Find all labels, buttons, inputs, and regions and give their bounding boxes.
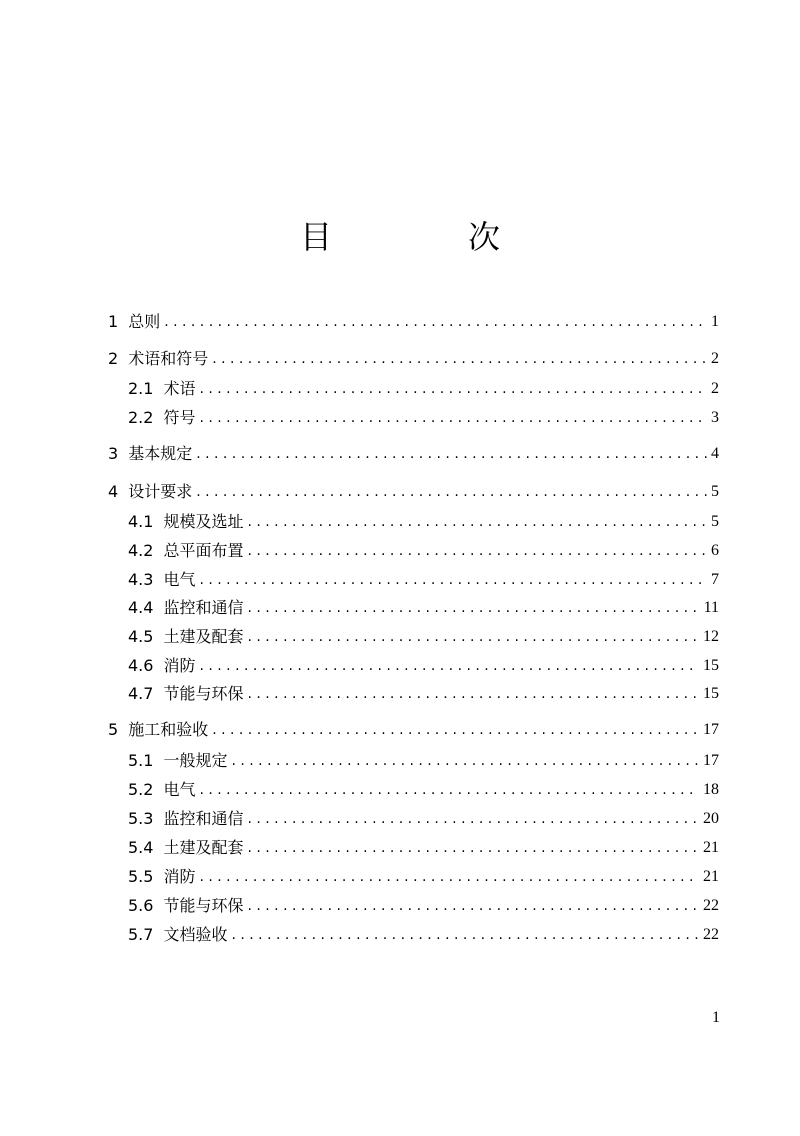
toc-entry-number: 4.1 xyxy=(128,512,154,531)
toc-entry-label: 规模及选址 xyxy=(163,512,244,531)
toc-entry-label: 符号 xyxy=(163,408,196,427)
dot-leader xyxy=(247,597,699,619)
toc-entry-page: 22 xyxy=(703,897,719,914)
toc-entry-label: 一般规定 xyxy=(163,751,228,770)
dot-leader xyxy=(164,311,707,333)
toc-entry-number: 4.6 xyxy=(128,656,154,675)
toc-entry-label: 监控和通信 xyxy=(163,598,244,617)
dot-leader xyxy=(247,511,707,533)
dot-leader xyxy=(231,924,699,946)
toc-entry-label: 监控和通信 xyxy=(163,809,244,828)
toc-entry-number: 5.1 xyxy=(128,751,154,770)
toc-entry-page: 21 xyxy=(703,868,719,885)
toc-entry-number: 2.2 xyxy=(128,408,154,427)
toc-entry-number: 4.4 xyxy=(128,598,154,617)
toc-entry[interactable] xyxy=(128,808,719,830)
toc-entry[interactable] xyxy=(128,511,719,533)
toc-entry-page: 7 xyxy=(711,571,719,588)
toc-entry-page: 20 xyxy=(703,810,719,827)
dot-leader xyxy=(212,348,707,370)
dot-leader xyxy=(199,779,699,801)
toc-entry-label: 基本规定 xyxy=(128,444,193,463)
toc-entry[interactable] xyxy=(128,750,719,772)
toc-entry[interactable] xyxy=(128,895,719,917)
toc-entry-page: 1 xyxy=(711,313,719,330)
toc-entry[interactable] xyxy=(108,481,719,503)
toc-entry-page: 17 xyxy=(703,752,719,769)
toc-entry-page: 11 xyxy=(703,599,719,616)
toc-entry-page: 12 xyxy=(703,628,719,645)
toc-entry-label: 消防 xyxy=(163,867,196,886)
toc-entry[interactable] xyxy=(128,837,719,859)
toc-entry[interactable] xyxy=(128,866,719,888)
toc-entry[interactable] xyxy=(128,779,719,801)
dot-leader xyxy=(199,378,707,400)
toc-entry-number: 5 xyxy=(108,720,119,739)
toc-entry-page: 15 xyxy=(703,685,719,702)
dot-leader xyxy=(247,895,699,917)
dot-leader xyxy=(212,719,699,741)
page-title: 目 次 xyxy=(299,218,552,256)
toc-entry[interactable] xyxy=(108,311,719,333)
dot-leader xyxy=(199,569,707,591)
toc-entry-label: 节能与环保 xyxy=(163,684,244,703)
toc-entry-label: 设计要求 xyxy=(128,482,193,501)
toc-entry[interactable] xyxy=(108,348,719,370)
toc-entry-page: 3 xyxy=(711,409,719,426)
toc-entry-page: 22 xyxy=(703,926,719,943)
toc-entry-page: 15 xyxy=(703,657,719,674)
toc-entry[interactable] xyxy=(128,597,719,619)
toc-entry-number: 5.4 xyxy=(128,838,154,857)
toc-entry-label: 节能与环保 xyxy=(163,896,244,915)
toc-entry-number: 5.5 xyxy=(128,867,154,886)
toc-entry-label: 总平面布置 xyxy=(163,541,244,560)
toc-entry-label: 术语和符号 xyxy=(128,349,209,368)
toc-entry-number: 5.2 xyxy=(128,780,154,799)
toc-entry[interactable] xyxy=(128,407,719,429)
toc-entry-number: 2 xyxy=(108,349,119,368)
dot-leader xyxy=(247,626,699,648)
toc-entry[interactable] xyxy=(128,626,719,648)
toc-entry-label: 电气 xyxy=(163,780,196,799)
toc-entry-number: 4.5 xyxy=(128,627,154,646)
dot-leader xyxy=(247,808,699,830)
toc-entry-page: 5 xyxy=(711,483,719,500)
dot-leader xyxy=(231,750,699,772)
toc-entry-page: 2 xyxy=(711,350,719,367)
toc-entry-label: 文档验收 xyxy=(163,925,228,944)
dot-leader xyxy=(199,407,707,429)
toc-entry[interactable] xyxy=(128,924,719,946)
toc-entry-number: 4.2 xyxy=(128,541,154,560)
toc-entry[interactable] xyxy=(128,683,719,705)
dot-leader xyxy=(247,837,699,859)
toc-entry-label: 电气 xyxy=(163,570,196,589)
toc-entry-page: 4 xyxy=(711,445,719,462)
toc-entry-page: 17 xyxy=(703,721,719,738)
toc-entry-label: 土建及配套 xyxy=(163,627,244,646)
dot-leader xyxy=(247,683,699,705)
toc-entry-number: 4 xyxy=(108,482,119,501)
toc-entry-number: 5.3 xyxy=(128,809,154,828)
dot-leader xyxy=(199,866,699,888)
toc-entry[interactable] xyxy=(108,719,719,741)
toc-entry[interactable] xyxy=(128,378,719,400)
toc-entry[interactable] xyxy=(128,540,719,562)
toc-entry[interactable] xyxy=(128,569,719,591)
toc-entry-page: 21 xyxy=(703,839,719,856)
toc-entry-number: 4.3 xyxy=(128,570,154,589)
toc-entry-page: 18 xyxy=(703,781,719,798)
toc-entry-number: 2.1 xyxy=(128,379,154,398)
toc-entry-number: 3 xyxy=(108,444,119,463)
toc-entry-number: 1 xyxy=(108,312,119,331)
toc-entry-label: 施工和验收 xyxy=(128,720,209,739)
toc-entry-number: 5.6 xyxy=(128,896,154,915)
page-number: 1 xyxy=(712,1009,720,1026)
toc-entry-page: 5 xyxy=(711,513,719,530)
dot-leader xyxy=(196,481,707,503)
toc-entry-label: 土建及配套 xyxy=(163,838,244,857)
dot-leader xyxy=(196,443,707,465)
toc-entry-number: 4.7 xyxy=(128,684,154,703)
dot-leader xyxy=(247,540,707,562)
toc-entry-page: 2 xyxy=(711,380,719,397)
toc-entry-label: 术语 xyxy=(163,379,196,398)
toc-entry-number: 5.7 xyxy=(128,925,154,944)
toc-entry-label: 消防 xyxy=(163,656,196,675)
dot-leader xyxy=(199,655,699,677)
toc-entry-label: 总则 xyxy=(128,312,161,331)
toc-entry[interactable] xyxy=(108,443,719,465)
toc-entry-page: 6 xyxy=(711,542,719,559)
toc-entry[interactable] xyxy=(128,655,719,677)
